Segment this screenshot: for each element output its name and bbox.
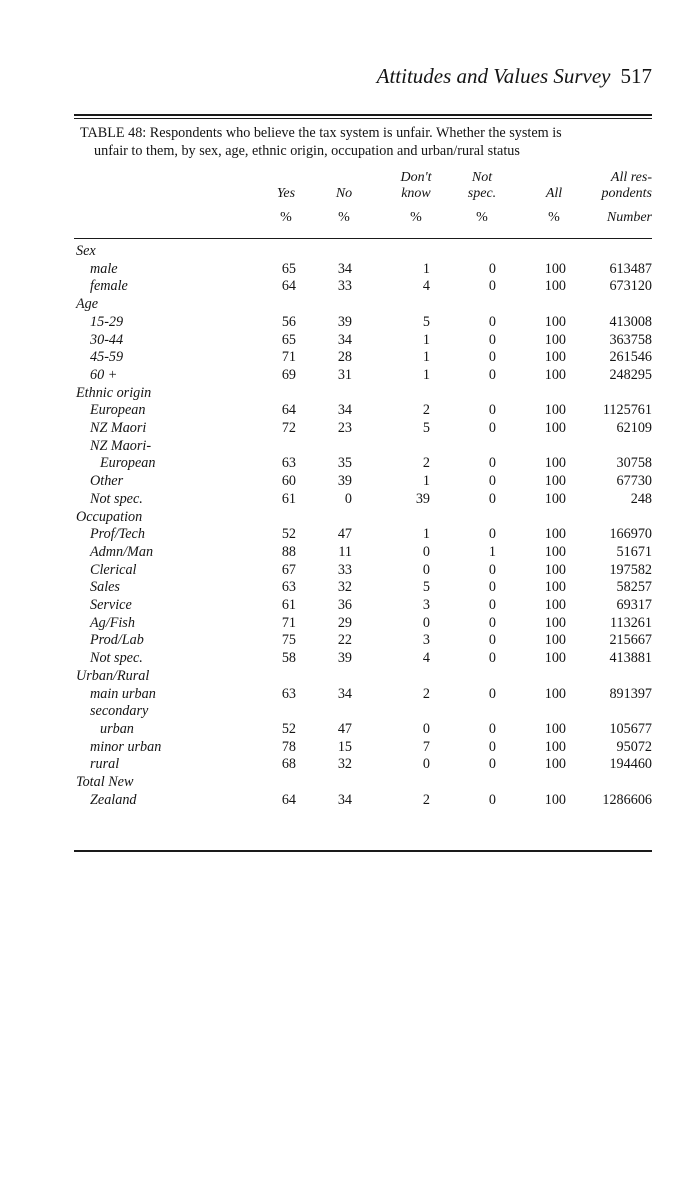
table-row bbox=[0, 561, 700, 579]
cell-yes: 60 bbox=[281, 473, 296, 490]
cell-yes: 63 bbox=[281, 579, 296, 596]
row-label: 60 + bbox=[90, 366, 118, 383]
cell-num: 69317 bbox=[616, 597, 652, 613]
cell-all: 100 bbox=[544, 331, 566, 348]
cell-no: 39 bbox=[337, 473, 352, 490]
cell-yes: 64 bbox=[281, 278, 296, 295]
cell-yes: 52 bbox=[281, 526, 296, 543]
row-label: minor urban bbox=[90, 738, 162, 755]
cell-dk: 0 bbox=[422, 720, 430, 737]
cell-dk: 0 bbox=[422, 543, 430, 560]
cell-no: 47 bbox=[337, 720, 352, 737]
cell-num: 413881 bbox=[609, 650, 652, 667]
cell-yes: 78 bbox=[281, 738, 296, 755]
col-all-unit: % bbox=[548, 210, 560, 225]
header-rule bbox=[74, 238, 652, 239]
col-all-header: All bbox=[545, 186, 563, 201]
table-top-rule bbox=[74, 114, 652, 116]
table-row bbox=[0, 614, 700, 632]
table-caption bbox=[80, 124, 652, 160]
cell-yes: 72 bbox=[281, 420, 296, 436]
table-group-row bbox=[0, 702, 700, 720]
row-label: European bbox=[100, 455, 156, 472]
row-label: NZ Maori bbox=[90, 420, 147, 436]
cell-dk: 5 bbox=[422, 420, 430, 436]
cell-num: 673120 bbox=[609, 278, 652, 295]
cell-num: 51671 bbox=[616, 543, 652, 560]
running-title: Attitudes and Values Survey bbox=[376, 64, 611, 88]
col-yes-unit: % bbox=[280, 210, 292, 225]
row-label: NZ Maori- bbox=[90, 437, 152, 454]
row-label: secondary bbox=[90, 703, 149, 720]
cell-all: 100 bbox=[544, 490, 566, 507]
row-label: Clerical bbox=[90, 561, 137, 578]
group-label: Urban/Rural bbox=[76, 667, 150, 684]
cell-no: 39 bbox=[337, 313, 352, 330]
cell-ns: 0 bbox=[488, 685, 496, 702]
cell-no: 36 bbox=[337, 597, 352, 613]
row-label: main urban bbox=[90, 685, 156, 702]
cell-no: 34 bbox=[337, 685, 352, 702]
cell-all: 100 bbox=[544, 278, 566, 295]
table-group-row bbox=[0, 667, 700, 685]
cell-yes: 67 bbox=[281, 561, 296, 578]
cell-num: 248295 bbox=[609, 366, 652, 383]
cell-dk: 2 bbox=[422, 685, 430, 702]
cell-ns: 0 bbox=[488, 738, 496, 755]
col-num-unit: Number bbox=[606, 210, 652, 225]
cell-num: 194460 bbox=[609, 756, 652, 773]
cell-num: 215667 bbox=[609, 632, 652, 649]
row-label: Other bbox=[90, 473, 124, 490]
table-group-row bbox=[0, 508, 700, 526]
cell-all: 100 bbox=[544, 543, 566, 560]
col-dk-header-1: Don't bbox=[400, 170, 432, 185]
table-row bbox=[0, 720, 700, 738]
cell-no: 28 bbox=[337, 349, 352, 366]
row-label: female bbox=[90, 278, 128, 295]
cell-all: 100 bbox=[544, 597, 566, 613]
cell-no: 15 bbox=[337, 738, 352, 755]
cell-ns: 0 bbox=[488, 366, 496, 383]
cell-all: 100 bbox=[544, 366, 566, 383]
table-row bbox=[0, 649, 700, 667]
cell-num: 166970 bbox=[609, 526, 652, 543]
table-row bbox=[0, 401, 700, 419]
cell-no: 11 bbox=[338, 543, 352, 560]
cell-no: 0 bbox=[344, 490, 352, 507]
cell-all: 100 bbox=[544, 313, 566, 330]
cell-all: 100 bbox=[544, 685, 566, 702]
cell-ns: 0 bbox=[488, 260, 496, 277]
row-label: Zealand bbox=[90, 791, 137, 808]
col-dk-header-2: know bbox=[401, 186, 431, 201]
cell-ns: 0 bbox=[488, 791, 496, 808]
table-row bbox=[0, 738, 700, 756]
cell-num: 1286606 bbox=[602, 791, 652, 808]
cell-dk: 0 bbox=[422, 756, 430, 773]
cell-ns: 0 bbox=[488, 490, 496, 507]
cell-num: 95072 bbox=[616, 738, 652, 755]
cell-no: 34 bbox=[337, 331, 352, 348]
table-row bbox=[0, 578, 700, 596]
cell-dk: 2 bbox=[422, 455, 430, 472]
table-row bbox=[0, 525, 700, 543]
cell-all: 100 bbox=[544, 720, 566, 737]
cell-no: 29 bbox=[337, 614, 352, 631]
table-row bbox=[0, 472, 700, 490]
col-no-header: No bbox=[335, 186, 353, 201]
cell-yes: 75 bbox=[281, 632, 296, 649]
row-label: Prod/Lab bbox=[90, 632, 144, 649]
row-label: Ag/Fish bbox=[90, 614, 135, 631]
cell-ns: 0 bbox=[488, 455, 496, 472]
cell-dk: 0 bbox=[422, 561, 430, 578]
table-row bbox=[0, 348, 700, 366]
cell-ns: 0 bbox=[488, 420, 496, 436]
cell-dk: 5 bbox=[422, 313, 430, 330]
cell-num: 1125761 bbox=[602, 402, 652, 419]
cell-all: 100 bbox=[544, 650, 566, 667]
table-row bbox=[0, 331, 700, 349]
cell-no: 22 bbox=[337, 632, 352, 649]
col-ns-header-2: spec. bbox=[467, 186, 497, 201]
cell-num: 248 bbox=[630, 490, 652, 507]
table-top-rule-thin bbox=[74, 118, 652, 119]
cell-yes: 63 bbox=[281, 455, 296, 472]
cell-yes: 65 bbox=[281, 260, 296, 277]
group-label: Ethnic origin bbox=[76, 384, 152, 401]
running-head bbox=[0, 64, 652, 88]
cell-num: 891397 bbox=[609, 685, 652, 702]
row-label: Not spec. bbox=[90, 650, 143, 667]
col-dk-unit: % bbox=[410, 210, 422, 225]
table-row bbox=[0, 755, 700, 773]
table-row bbox=[0, 260, 700, 278]
row-label: Not spec. bbox=[90, 490, 143, 507]
cell-no: 34 bbox=[337, 260, 352, 277]
table-row bbox=[0, 543, 700, 561]
cell-dk: 1 bbox=[422, 366, 430, 383]
table-bottom-rule bbox=[74, 850, 652, 852]
col-num-header-2: pondents bbox=[601, 186, 652, 201]
page-number: 517 bbox=[620, 64, 652, 88]
cell-yes: 69 bbox=[281, 366, 296, 383]
cell-ns: 0 bbox=[488, 756, 496, 773]
group-label: Age bbox=[76, 296, 99, 313]
row-label: European bbox=[90, 402, 146, 419]
cell-ns: 0 bbox=[488, 720, 496, 737]
col-num-header-1: All res- bbox=[610, 170, 652, 185]
cell-dk: 39 bbox=[415, 490, 430, 507]
cell-ns: 0 bbox=[488, 632, 496, 649]
cell-yes: 61 bbox=[281, 490, 296, 507]
cell-dk: 1 bbox=[422, 473, 430, 490]
cell-yes: 71 bbox=[281, 349, 296, 366]
table-row bbox=[0, 685, 700, 703]
cell-dk: 2 bbox=[422, 402, 430, 419]
cell-yes: 68 bbox=[281, 756, 296, 773]
row-label: 30-44 bbox=[90, 331, 124, 348]
cell-num: 58257 bbox=[616, 579, 652, 596]
cell-no: 32 bbox=[337, 579, 352, 596]
cell-yes: 61 bbox=[281, 597, 296, 613]
table-row bbox=[0, 596, 700, 614]
table-group-row bbox=[0, 437, 700, 455]
cell-yes: 58 bbox=[281, 650, 296, 667]
cell-no: 31 bbox=[337, 366, 352, 383]
cell-ns: 1 bbox=[488, 543, 496, 560]
table-group-row bbox=[0, 384, 700, 402]
table-row bbox=[0, 313, 700, 331]
cell-all: 100 bbox=[544, 632, 566, 649]
cell-num: 413008 bbox=[609, 313, 652, 330]
cell-yes: 52 bbox=[281, 720, 296, 737]
row-label: urban bbox=[100, 720, 134, 737]
cell-all: 100 bbox=[544, 420, 566, 436]
cell-dk: 5 bbox=[422, 579, 430, 596]
cell-ns: 0 bbox=[488, 313, 496, 330]
cell-yes: 88 bbox=[281, 543, 296, 560]
cell-all: 100 bbox=[544, 349, 566, 366]
group-label: Total New bbox=[76, 774, 134, 790]
col-no-unit: % bbox=[338, 210, 350, 225]
cell-all: 100 bbox=[544, 526, 566, 543]
cell-all: 100 bbox=[544, 473, 566, 490]
cell-yes: 63 bbox=[281, 685, 296, 702]
cell-ns: 0 bbox=[488, 597, 496, 613]
cell-num: 30758 bbox=[616, 455, 652, 472]
cell-ns: 0 bbox=[488, 579, 496, 596]
cell-ns: 0 bbox=[488, 650, 496, 667]
cell-all: 100 bbox=[544, 756, 566, 773]
cell-no: 39 bbox=[337, 650, 352, 667]
cell-no: 33 bbox=[337, 278, 352, 295]
cell-ns: 0 bbox=[488, 278, 496, 295]
cell-num: 261546 bbox=[609, 349, 652, 366]
cell-dk: 1 bbox=[422, 260, 430, 277]
cell-yes: 56 bbox=[281, 313, 296, 330]
row-label: 45-59 bbox=[90, 349, 124, 366]
row-label: male bbox=[90, 260, 118, 277]
cell-no: 35 bbox=[337, 455, 352, 472]
row-label: 15-29 bbox=[90, 313, 124, 330]
cell-ns: 0 bbox=[488, 561, 496, 578]
cell-yes: 64 bbox=[281, 402, 296, 419]
cell-num: 197582 bbox=[609, 561, 652, 578]
cell-ns: 0 bbox=[488, 402, 496, 419]
cell-dk: 4 bbox=[422, 278, 430, 295]
table-group-row bbox=[0, 773, 700, 791]
group-label: Occupation bbox=[76, 508, 143, 525]
table-row bbox=[0, 454, 700, 472]
table-row bbox=[0, 791, 700, 809]
row-label: Sales bbox=[90, 579, 120, 596]
col-ns-header-1: Not bbox=[471, 170, 493, 185]
cell-all: 100 bbox=[544, 614, 566, 631]
cell-ns: 0 bbox=[488, 614, 496, 631]
cell-num: 613487 bbox=[609, 260, 652, 277]
row-label: Service bbox=[90, 597, 132, 613]
cell-no: 34 bbox=[337, 402, 352, 419]
table-row bbox=[0, 490, 700, 508]
cell-no: 33 bbox=[337, 561, 352, 578]
cell-all: 100 bbox=[544, 561, 566, 578]
cell-dk: 3 bbox=[422, 597, 430, 613]
col-ns-unit: % bbox=[476, 210, 488, 225]
cell-yes: 71 bbox=[281, 614, 296, 631]
cell-all: 100 bbox=[544, 579, 566, 596]
cell-yes: 64 bbox=[281, 791, 296, 808]
cell-num: 363758 bbox=[609, 331, 652, 348]
cell-dk: 2 bbox=[422, 791, 430, 808]
cell-num: 62109 bbox=[616, 420, 652, 436]
cell-dk: 0 bbox=[422, 614, 430, 631]
cell-dk: 3 bbox=[422, 632, 430, 649]
cell-no: 32 bbox=[337, 756, 352, 773]
table-row bbox=[0, 277, 700, 295]
table-group-row bbox=[0, 295, 700, 313]
cell-all: 100 bbox=[544, 455, 566, 472]
cell-all: 100 bbox=[544, 402, 566, 419]
row-label: rural bbox=[90, 756, 120, 773]
cell-ns: 0 bbox=[488, 473, 496, 490]
cell-dk: 1 bbox=[422, 331, 430, 348]
caption-line-2: unfair to them, by sex, age, ethnic origin, occupation and urban/rural status bbox=[94, 143, 520, 159]
cell-num: 67730 bbox=[616, 473, 652, 490]
table-row bbox=[0, 419, 700, 437]
cell-dk: 1 bbox=[422, 349, 430, 366]
cell-num: 113261 bbox=[609, 614, 652, 631]
caption-line-1: TABLE 48: Respondents who believe the tax system is unfair. Whether the system is bbox=[80, 125, 562, 141]
cell-dk: 7 bbox=[422, 738, 430, 755]
cell-all: 100 bbox=[544, 738, 566, 755]
cell-ns: 0 bbox=[488, 331, 496, 348]
cell-num: 105677 bbox=[609, 720, 652, 737]
table-group-row bbox=[0, 242, 700, 260]
table-row bbox=[0, 366, 700, 384]
cell-no: 34 bbox=[337, 791, 352, 808]
cell-all: 100 bbox=[544, 260, 566, 277]
group-label: Sex bbox=[76, 243, 96, 259]
cell-dk: 1 bbox=[422, 526, 430, 543]
col-yes-header: Yes bbox=[276, 186, 296, 201]
cell-ns: 0 bbox=[488, 349, 496, 366]
row-label: Prof/Tech bbox=[90, 526, 145, 543]
cell-no: 47 bbox=[337, 526, 352, 543]
cell-dk: 4 bbox=[422, 650, 430, 667]
cell-all: 100 bbox=[544, 791, 566, 808]
table-row bbox=[0, 631, 700, 649]
cell-ns: 0 bbox=[488, 526, 496, 543]
cell-yes: 65 bbox=[281, 331, 296, 348]
cell-no: 23 bbox=[337, 420, 352, 436]
row-label: Admn/Man bbox=[90, 543, 154, 560]
